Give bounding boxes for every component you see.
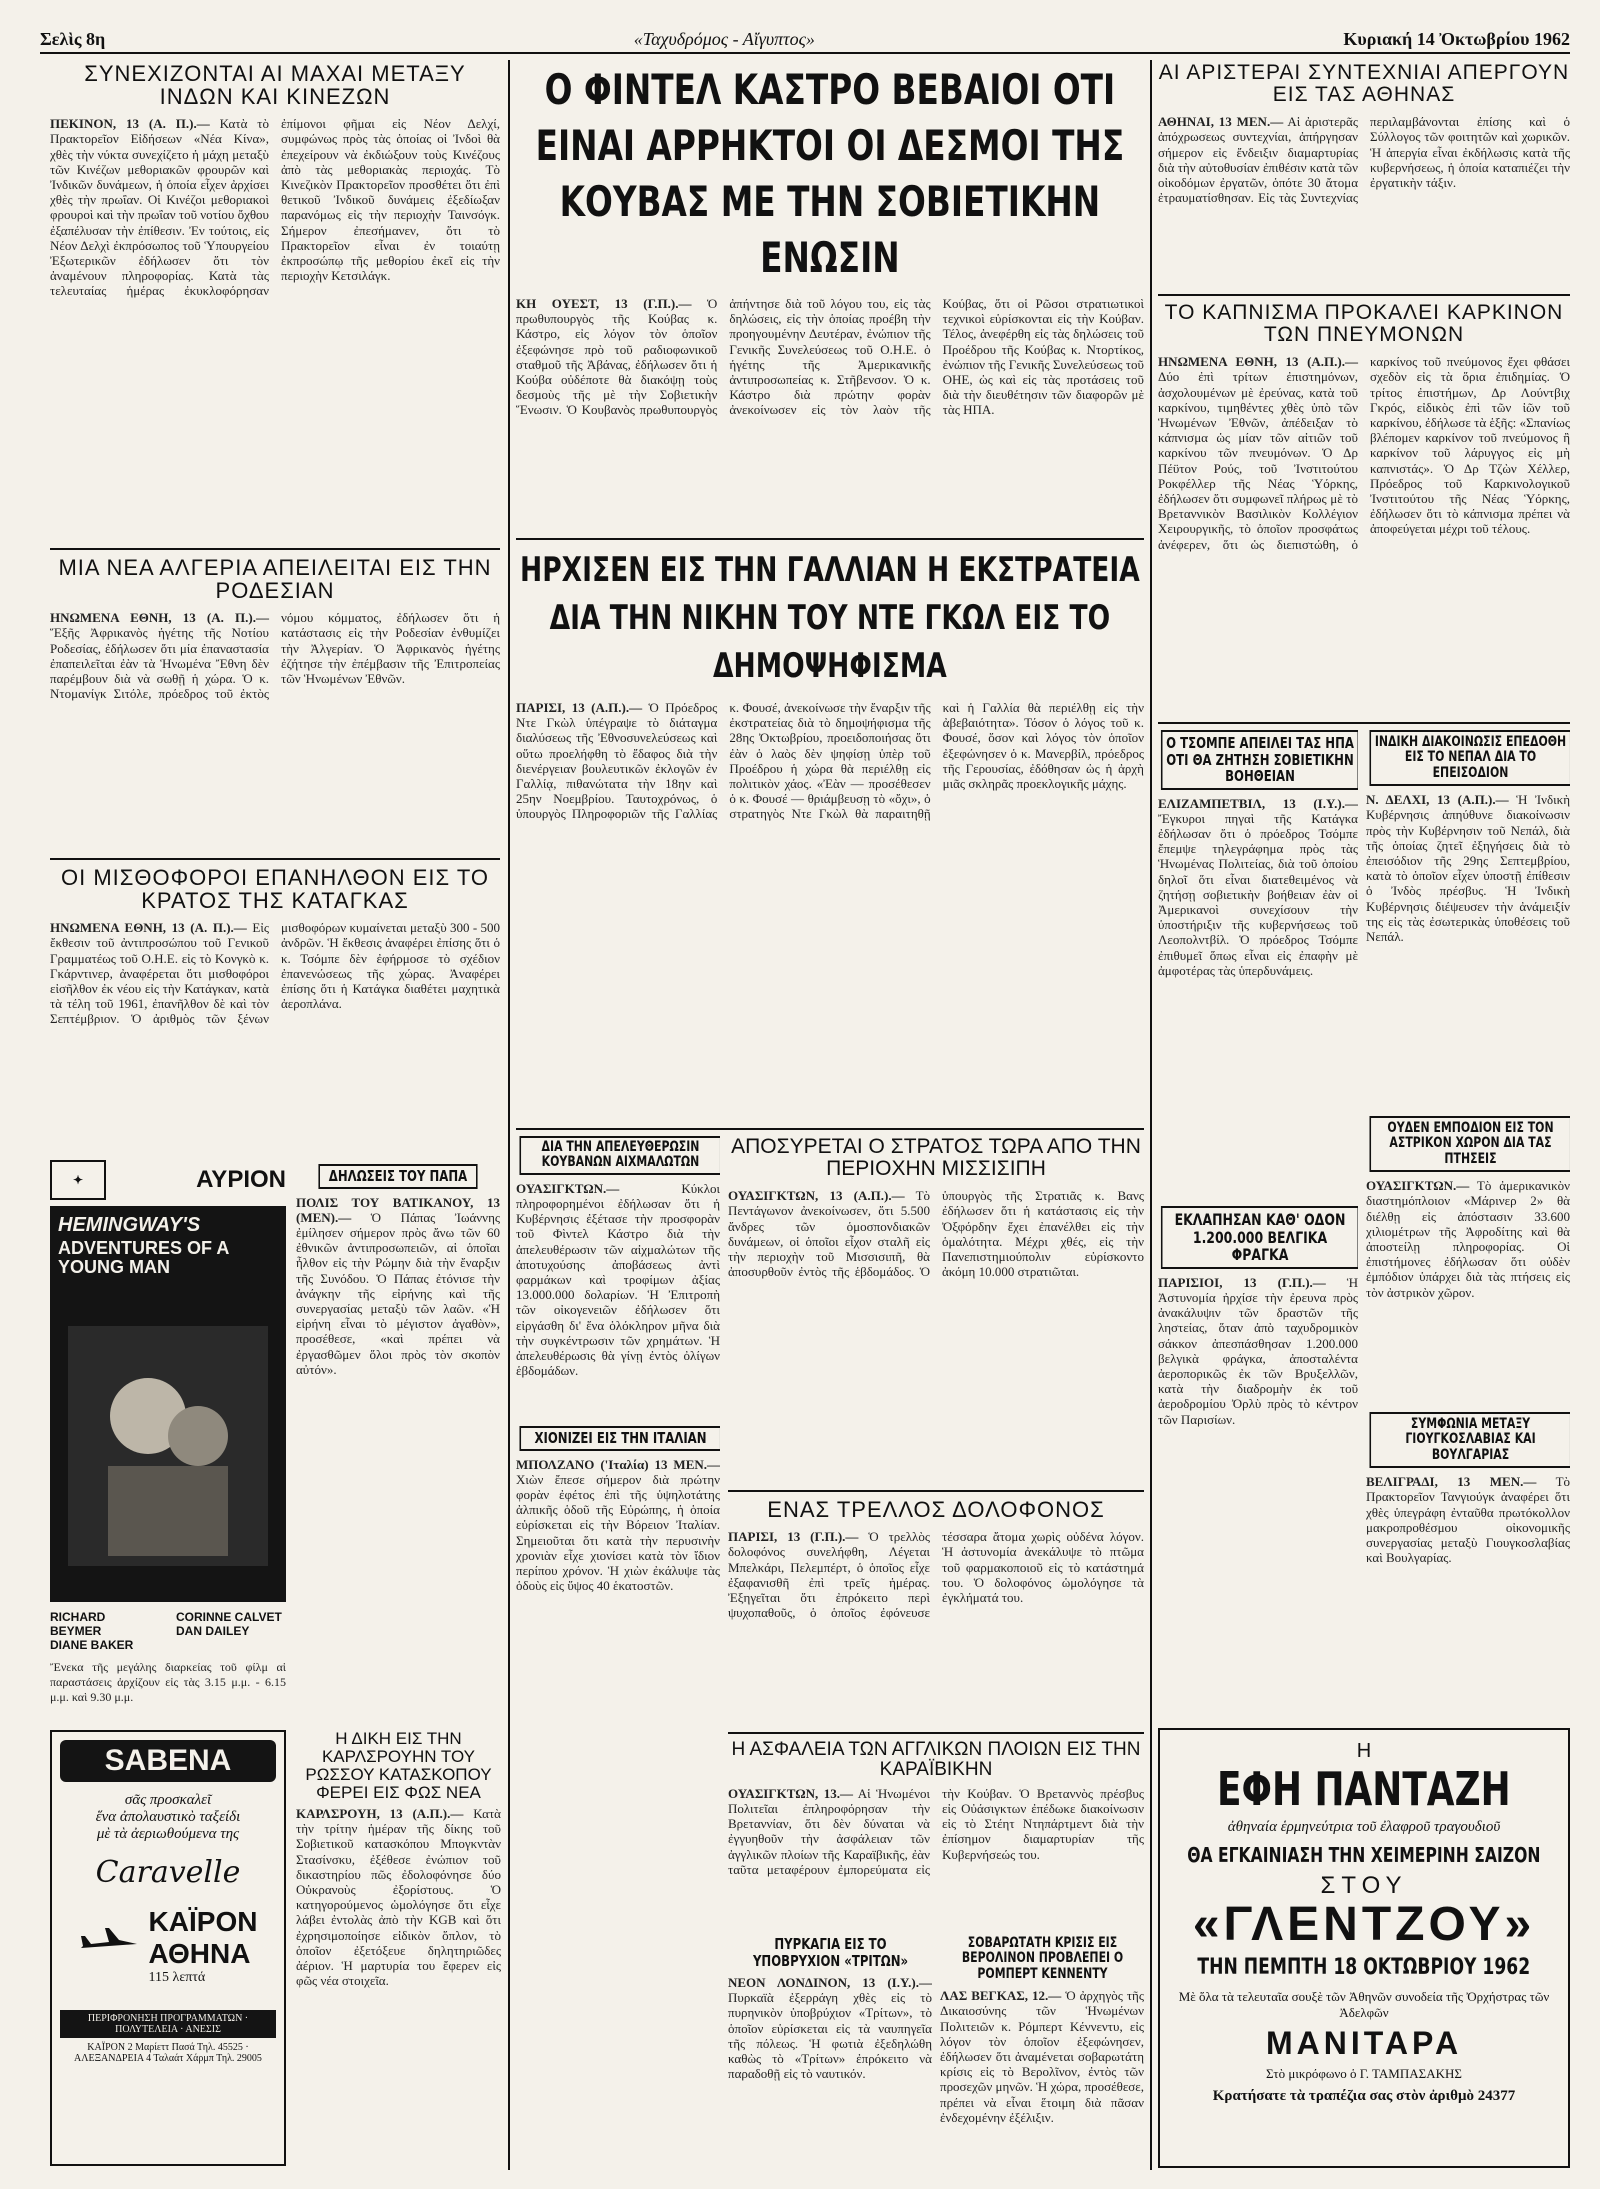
- article-belgian-francs: [1158, 1206, 1358, 1720]
- cast-1: RICHARD BEYMER: [50, 1610, 106, 1638]
- pantazi-ad: [1158, 1728, 1570, 2168]
- article-text: Κατὰ τὴν τρίτην ἡμέραν τῆς δίκης τοῦ Σοβιετικοῦ κατασκόπου Μπογκντὰν Στασίνσκυ, ἐξέθεσε ἐνώπιον τοῦ δικαστηρίου πῶς ἐδολοφόνησε δύο Οὐκρανοὺς ἐξορίστους. Ὁ κατηγορούμενος ὡμολόγησε ὅτι εἶχε λάβει ἐντολὰς ἀπὸ τὴν KGB καὶ ὅτι ἐχρησιμοποίησε εἰδικὸν ὅπλον, τὸ ὁποῖον ἐξετόξευε δηλητηριῶδες ἀέριον. Ἡ μαρτυρία του ἔφερεν εἰς φῶς νέα στοιχεῖα.: [296, 1806, 501, 1989]
- divider: [1158, 294, 1570, 296]
- article-de-gaulle: [516, 546, 1144, 1124]
- article-karlsruhe-body: [296, 1806, 501, 2166]
- singer-name: ΕΦΗ ΠΑΝΤΑΖΗ: [1217, 1762, 1511, 1816]
- sabena-tagline: σᾶς προσκαλεῖ ἕνα ἀπολαυστικὸ ταξείδι μὲ τὰ ἀεριωθούμενα της: [95, 1792, 241, 1842]
- divider: [516, 1128, 1144, 1130]
- dateline: ΚΗ ΟΥΕΣΤ, 13 (Γ.Π.).—: [516, 296, 692, 311]
- venue-at: ΣΤΟΥ: [1320, 1872, 1408, 1899]
- article-text: Αἱ ἀριστερᾶς ἀπόχρωσεως συντεχνίαι, ἀπήργησαν σήμερον εἰς ἔνδειξιν διαμαρτυρίας διὰ τὴν αὐτοθυσίαν ἐπιθέσιν κατὰ τῶν οἰκοδόμων ἐργατῶν, ὁπότε 30 ἄτομα ἐτραυματίσθησαν. Εἰς τὰς Συντεχνίας περιλαμβάνονται ἐπίσης καὶ ὁ Σύλλογος τῶν φοιτητῶν καὶ χωρικῶν. Ἡ ἀπεργία εἶναι ἐκδήλωσις κατὰ τῆς κυβερνήσεως, ἡ ὁποία καταπιέζει τὴν ἐργατικὴν τάξιν.: [1158, 114, 1570, 206]
- article-text: Τὸ Πρακτορεῖον Τανγιούγκ ἀναφέρει ὅτι χθὲς ὑπεγράφη ἐνταῦθα πρωτόκολλον μακροπροθέσμου οἰκονομικῆς συνεργασίας μεταξὺ Γιουγκοσλαβίας καὶ Βουλγαρίας.: [1366, 1474, 1570, 1566]
- article-body: [1366, 792, 1570, 1092]
- dateline: ΟΥΑΣΙΓΚΤΩΝ.—: [1366, 1178, 1470, 1194]
- article-body: [50, 116, 500, 526]
- article-text: Ὁ ἀρχηγὸς τῆς Δικαιοσύνης τῶν Ἡνωμένων Πολιτειῶν κ. Ρόμπερτ Κέννεντυ, εἰς λόγον τὸν ὁποῖον ἐξεφώνησεν, ἐδήλωσεν ὅτι ἀναμένεται σοβαρωτάτη κρίσις εἰς τὸ Βερολῖνον, ἐντὸς τῶν προσεχῶν μηνῶν. Ἡ χώρα, προσέθεσε, πρέπει νὰ εἶναι ἕτοιμη διὰ πᾶσαν ἐνδεχομένην ἐξέλιξιν.: [940, 1988, 1144, 2125]
- divider: [50, 858, 500, 860]
- article-yugo-bulgaria: [1366, 1412, 1570, 1720]
- poster-illustration-icon: [68, 1326, 268, 1566]
- route-from: ΚΑΪΡΟΝ: [148, 1906, 258, 1937]
- article-text: Αἱ Ἡνωμένοι Πολιτεῖαι ἐπληροφόρησαν τὴν Βρεταννίαν, ὅτι δὲν δύναται νὰ ἐγγυηθοῦν τὴν ἀσφάλειαν τῶν ἀγγλικῶν πλοίων τῆς Καραϊβικῆς, ἐὰν ταῦτα μεταφέρουν ἐμπορεύματα εἰς τὴν Κούβαν. Ὁ Βρεταννὸς πρέσβυς εἰς Οὐάσιγκτων ἐπέδωκε διακοίνωσιν εἰς τὸ Στέητ Ντηπάρτμεντ διὰ τὴν ἐπίσημον διαμαρτυρίαν τῆς Κυβερνήσεώς του.: [728, 1785, 1144, 1877]
- article-indian-note: [1366, 730, 1570, 1110]
- column-rule-1: [508, 60, 510, 2170]
- cast-3: CORINNE CALVET: [176, 1610, 282, 1624]
- dateline: Ν. ΔΕΛΧΙ, 13 (Α.Π.).—: [1366, 792, 1509, 808]
- band-name: ΜΑΝΙΤΑΡΑ: [1265, 2024, 1463, 2061]
- article-text: Εἰς ἔκθεσιν τοῦ ἀντιπροσώπου τοῦ Γενικοῦ Γραμματέως τοῦ Ο.Η.Ε. εἰς τὸ Κονγκὸ κ. Γκάρντινερ, ἀναφέρεται ὅτι μισθοφόροι εἰσῆλθον ἐκ νέου εἰς τὴν Κατάγκαν, κατὰ τὰ τέλη τοῦ 1961, ἐπανῆλθον δὲ καὶ τὸν Σεπτέμβριον. Ὁ ἀριθμὸς τῶν ξένων μισθοφόρων κυμαίνεται μεταξὺ 300 - 500 ἀνδρῶν. Ἡ ἔκθεσις ἀναφέρει ἐπίσης ὅτι ὁ κ. Τσόμπε δὲν ἐφήρμοσε τὸ σχέδιον ἐπανενώσεως τῆς χώρας. Ἀναφέρει ἐπίσης ὅτι ἡ Κατάγκα διαθέτει μαχητικὰ ἀεροπλάνα.: [50, 920, 500, 1027]
- film-day: ΑΥΡΙΟΝ: [196, 1166, 286, 1193]
- dateline: ΠΑΡΙΣΙΟΙ, 13 (Γ.Π.).—: [1158, 1274, 1326, 1290]
- article-text: Ἕξῆς Ἀφρικανὸς ἡγέτης τῆς Νοτίου Ροδεσίας, ἐδήλωσεν ὅτι μία ἐπαναστασία ἐπαπειλεῖται ἐὰν τὰ Ἡνωμένα Ἔθνη δὲν παρέμβουν διὰ νὰ σωθῇ ἡ χώρα. Ὁ κ. Ντομανίγκ Σιτόλε, πρόεδρος τοῦ ἐκτὸς νόμου κόμματος, ἐδήλωσεν ὅτι ἡ κατάστασις εἰς τὴν Ροδεσίαν ἐνθυμίζει τὴν Ἀλγερίαν. Ὁ Ἀφρικανὸς ἡγέτης ἐζήτησε τὴν ἐπέμβασιν τῆς Ἐπιτροπείας τῶν Ἡνωμένων Ἐθνῶν.: [50, 610, 500, 702]
- headline: ΤΟ ΚΑΠΝΙΣΜΑ ΠΡΟΚΑΛΕΙ ΚΑΡΚΙΝΟΝ ΤΩΝ ΠΝΕΥΜΟΝΩΝ: [1164, 302, 1564, 347]
- article-text: Ὁ Πρόεδρος Ντε Γκὼλ ὑπέγραψε τὸ διάταγμα διαλύσεως τῆς Ἐθνοσυνελεύσεως καὶ οὕτω προελήφθη τὸ ἔδαφος διὰ τὴν διενέργειαν βουλευτικῶν ἐκλογῶν ἐν Γαλλίᾳ, πιθανώτατα τὴν 18ην καὶ 25ην Νοεμβρίου. Ταυτοχρόνως, ὁ ὑπουργὸς Πληροφοριῶν τῆς Γαλλίας κ. Φουσέ, ἀνεκοίνωσε τὴν ἔναρξιν τῆς ἐκστρατείας διὰ τὸ δημοψήφισμα τῆς 28ης Ὀκτωβρίου, προειδοποιήσας ὅτι ἐὰν ὁ λαὸς δὲν ψηφίσῃ ὑπὲρ τοῦ Προέδρου ἡ χώρα θὰ περιέλθῃ εἰς πολιτικὸν χάος. «Ἐὰν — προσέθεσεν ὁ κ. Φουσέ — θριάμβευσῃ τὸ «ὄχι», ὁ στρατηγὸς Ντε Γκὼλ θὰ παραιτηθῇ καὶ ἡ Γαλλία θὰ περιέλθῃ εἰς τὴν ἀβεβαιότητα». Τόσον ὁ λόγος τοῦ κ. Φουσέ, ὅσον καὶ λόγος τὸν ὁποῖον ἐξεφώνησεν ὁ κ. Μανερβίλ, πρόεδρος τῆς Γερουσίας, ἐδόθησαν ὡς ἡ ἀρχὴ μιᾶς σκληρᾶς προεκλογικῆς μάχης.: [516, 700, 1144, 822]
- route-to: ΑΘΗΝΑ: [148, 1938, 251, 1969]
- headline: ΣΟΒΑΡΩΤΑΤΗ ΚΡΙΣΙΣ ΕΙΣ ΒΕΡΟΛΙΝΟΝ ΠΡΟΒΛΕΠΕΙ Ο ΡΟΜΠΕΡΤ ΚΕΝΝΕΝΤΥ: [961, 1936, 1123, 1982]
- dateline: ΛΑΣ ΒΕΓΚΑΣ, 12.—: [940, 1988, 1062, 2004]
- article-kennedy: [940, 1936, 1144, 2166]
- article-smoking: [1158, 302, 1570, 718]
- dateline: ΠΑΡΙΣΙ, 13 (Α.Π.).—: [516, 700, 643, 715]
- article-space: [1366, 1116, 1570, 1406]
- headline: ΔΙΑ ΤΗΝ ΑΠΕΛΕΥΘΕΡΩΣΙΝ ΚΟΥΒΑΝΩΝ ΑΙΧΜΑΛΩΤΩΝ: [519, 1136, 720, 1175]
- article-body: [728, 1529, 1144, 1719]
- dateline: ΗΝΩΜΕΝΑ ΕΘΝΗ, 13 (Α. Π.).—: [50, 920, 247, 936]
- divider: [1158, 722, 1570, 724]
- singer-subtitle: ἀθηναία ἑρμηνεύτρια τοῦ ἐλαφροῦ τραγουδιοῦ: [1227, 1819, 1501, 1835]
- article-body: [1158, 114, 1570, 284]
- event-with: Μὲ ὅλα τὰ τελευταῖα σουξὲ τῶν Ἀθηνῶν συνοδεία τῆς Ὀρχήστρας τῶν Ἀδελφῶν: [1178, 1988, 1550, 2020]
- article-text: Δύο ἐπὶ τρίτων ἐπιστημόνων, ἀσχολουμένων μὲ ἐρεύνας, κατὰ τοῦ καρκίνου, τιμηθέντες χθὲς ὑπὸ τῶν Ἡνωμένων Ἐθνῶν, ἀπέδειξαν τὸ κάπνισμα ὡς μίαν τῶν αἰτιῶν τοῦ καρκίνου τῶν πνευμόνων. Ὁ Δρ Πέϋτον Ρούς, τοῦ Ἰνστιτούτου Ροκφέλλερ τῆς Νέας Ὑόρκης, ἐδήλωσεν ὅτι συμφωνεῖ πλήρως μὲ τὸ Βρεταννικὸν Βασιλικὸν Κολλέγιον Χειρουργικῆς, τὸ ὁποῖον προσφάτως ἀνέφερεν, ὅτι ὡς διεπιστώθη, ὁ καρκίνος τοῦ πνεύμονος ἔχει φθάσει σχεδὸν εἰς τὰ ὅρια ἐπιδημίας. Ὁ τρίτος ἐπιστήμων, Δρ Λούντβιχ Γκρός, εἰδικὸς ἐπὶ τῶν ἰῶν τοῦ καρκίνου, ἐδήλωσε τὰ ἑξῆς: «Σπανίως βλέπομεν καρκίνον τοῦ πνεύμονος ἢ καρκίνον τοῦ λάρυγγος εἰς μὴ καπνιστάς». Ὁ Δρ Τζὼν Χέλλερ, Πρόεδρος τοῦ Καρκινολογικοῦ Ἰνστιτούτου τῆς Νέας Ὑόρκης, ἐδήλωσεν ὅτι τὸ κάπνισμα πρέπει νὰ ἀποφεύγεται μέχρι τοῦ τέλους.: [1158, 354, 1570, 552]
- headline: ΣΥΜΦΩΝΙΑ ΜΕΤΑΞΥ ΓΙΟΥΓΚΟΣΛΑΒΙΑΣ ΚΑΙ ΒΟΥΛΓΑΡΙΑΣ: [1369, 1412, 1570, 1468]
- headline: ΗΡΧΙΣΕΝ ΕΙΣ ΤΗΝ ΓΑΛΛΙΑΝ Η ΕΚΣΤΡΑΤΕΙΑ ΔΙΑ ΤΗΝ ΝΙΚΗΝ ΤΟΥ ΝΤΕ ΓΚΩΛ ΕΙΣ ΤΟ ΔΗΜΟΨΗΦΙΣΜΑ: [520, 550, 1140, 686]
- headline: Η ΔΙΚΗ ΕΙΣ ΤΗΝ ΚΑΡΛΣΡΟΥΗΝ ΤΟΥ ΡΩΣΣΟΥ ΚΑΤΑΣΚΟΠΟΥ ΦΕΡΕΙ ΕΙΣ ΦΩΣ ΝΕΑ: [305, 1730, 492, 1800]
- mic-line: Στὸ μικρόφωνο ὁ Γ. ΤΑΜΠΑΣΑΚΗΣ: [1266, 2066, 1462, 2082]
- dateline: ΗΝΩΜΕΝΑ ΕΘΝΗ, 13 (Α.Π.).—: [1158, 354, 1358, 370]
- article-body: [50, 920, 500, 1145]
- article-body: [516, 296, 1144, 534]
- sabena-address: ΚΑΪΡΟΝ 2 Μαρίεττ Πασά Τηλ. 45525 · ΑΛΕΞΑΝΔΡΕΙΑ 4 Ταλαάτ Χάρμπ Τηλ. 29005: [74, 2042, 262, 2064]
- article-body: [296, 1195, 500, 1715]
- film-ad: [50, 1160, 286, 1720]
- paper-name: «Ταχυδρόμος - Αἴγυπτος»: [633, 28, 815, 49]
- article-karlsruhe-head: [296, 1730, 501, 1800]
- article-body: [728, 1975, 932, 2150]
- article-body: [1158, 354, 1570, 704]
- dateline: ΑΘΗΝΑΙ, 13 ΜΕΝ.—: [1158, 114, 1284, 130]
- article-text: Πυρκαϊὰ ἐξερράγη χθὲς εἰς τὸ πυρηνικὸν ὑποβρύχιον «Τρίτων», τὸ ὁποῖον εὑρίσκεται εἰς τὰ ναυπηγεῖα τῆς πόλεως. Ἡ φωτιὰ ἐξεδηλώθη καθὼς τὸ «Τρίτων» ἐπρόκειτο νὰ παραδοθῇ εἰς τὸ ναυτικόν.: [728, 1990, 932, 2082]
- article-body: [940, 1988, 1144, 2148]
- flight-duration: 115 λεπτά: [148, 1970, 206, 1985]
- dateline: ΗΝΩΜΕΝΑ ΕΘΝΗ, 13 (Α. Π.).—: [50, 610, 269, 626]
- headline: ΟΥΔΕΝ ΕΜΠΟΔΙΟΝ ΕΙΣ ΤΟΝ ΑΣΤΡΙΚΟΝ ΧΩΡΟΝ ΔΙΑ ΤΑΣ ΠΤΗΣΕΙΣ: [1369, 1116, 1570, 1172]
- headline: ΑΠΟΣΥΡΕΤΑΙ Ο ΣΤΡΑΤΟΣ ΤΩΡΑ ΑΠΟ ΤΗΝ ΠΕΡΙΟΧΗΝ ΜΙΣΣΙΣΙΠΗ: [731, 1136, 1141, 1181]
- dateline: ΚΑΡΛΣΡΟΥΗ, 13 (Α.Π.).—: [296, 1806, 464, 1821]
- dateline: ΟΥΑΣΙΓΚΤΩΝ, 13 (Α.Π.).—: [728, 1188, 905, 1204]
- event-line: ΘΑ ΕΓΚΑΙΝΙΑΣΗ ΤΗΝ ΧΕΙΜΕΡΙΝΗ ΣΑΙΖΟΝ: [1187, 1843, 1541, 1867]
- article-mississippi: [728, 1136, 1144, 1486]
- article-tshombe: [1158, 730, 1358, 1200]
- dateline: ΟΥΑΣΙΓΚΤΩΝ.—: [516, 1180, 620, 1196]
- article-unions: [1158, 62, 1570, 292]
- headline: ΧΙΟΝΙΖΕΙ ΕΙΣ ΤΗΝ ΙΤΑΛΙΑΝ: [519, 1426, 720, 1451]
- article-body: [1366, 1178, 1570, 1388]
- article-cuban-prisoners: [516, 1136, 720, 1420]
- article-text: Κύκλοι πληροφορημένοι ἐδήλωσαν ὅτι ἡ Κυβέρνησις ἐξέτασε τὴν προσφορὰν τοῦ Φὶντελ Κάστρο διὰ τὴν ἀπελευθέρωσιν τῶν αἰχμαλώτων τῆς ἀποτυχούσης ἀποβάσεως ἀντὶ φαρμάκων καὶ τροφίμων ἀξίας 13.000.000 δολαρίων. Ἡ Ἐπιτροπὴ τῶν οἰκογενειῶν ἐδήλωσεν ὅτι εἰργάσθη δι' ἕνα ὁλόκληρον μῆνα διὰ τὴν συγκέντρωσιν τῶν χρημάτων. Ἡ ἀπελευθέρωσις θὰ γίνῃ ἐντὸς ὀλίγων ἑβδομάδων.: [516, 1180, 720, 1379]
- cast-2: DIANE BAKER: [50, 1638, 134, 1652]
- event-date: ΤΗΝ ΠΕΜΠΤΗ 18 ΟΚΤΩΒΡΙΟΥ 1962: [1197, 1955, 1531, 1981]
- masthead: [40, 26, 1570, 54]
- article-rhodesia: [50, 556, 500, 856]
- divider: [728, 1490, 1144, 1492]
- cinema-logo: ✦: [50, 1160, 106, 1200]
- article-murderer: [728, 1498, 1144, 1728]
- article-body: [1158, 1275, 1358, 1705]
- headline: ΟΙ ΜΙΣΘΟΦΟΡΟΙ ΕΠΑΝΗΛΘΟΝ ΕΙΣ ΤΟ ΚΡΑΤΟΣ ΤΗΣ ΚΑΤΑΓΚΑΣ: [61, 866, 489, 914]
- article-pope: [296, 1164, 500, 1720]
- headline: ΠΥΡΚΑΓΙΑ ΕΙΣ ΤΟ ΥΠΟΒΡΥΧΙΟΝ «ΤΡΙΤΩΝ»: [752, 1936, 908, 1970]
- dateline: ΠΕΚΙΝΟΝ, 13 (Α. Π.).—: [50, 116, 210, 132]
- column-rule-2: [1150, 60, 1152, 2170]
- divider: [728, 1732, 1144, 1734]
- article-castro: [516, 62, 1144, 534]
- article-body: [516, 1457, 720, 1707]
- dateline: ΠΟΛΙΣ ΤΟΥ ΒΑΤΙΚΑΝΟΥ, 13 (ΜΕΝ).—: [296, 1194, 500, 1225]
- headline: ΕΚΛΑΠΗΣΑΝ ΚΑΘ' ΟΔΟΝ 1.200.000 ΒΕΛΓΙΚΑ ΦΡΑΓΚΑ: [1161, 1206, 1358, 1269]
- sabena-ad: [50, 1730, 286, 2166]
- film-caption: Ἔνεκα τῆς μεγάλης διαρκείας τοῦ φίλμ αἱ παραστάσεις ἀρχίζουν εἰς τὰς 3.15 μ.μ. - 6.15 μ.μ. καὶ 9.30 μ.μ.: [50, 1660, 286, 1705]
- article-body: [1366, 1474, 1570, 1704]
- dateline: ΜΠΟΛΖΑΝΟ ('Ιταλία) 13 ΜΕΝ.—: [516, 1456, 720, 1472]
- film-title-2: ADVENTURES OF A YOUNG MAN: [58, 1238, 229, 1277]
- headline: ΕΝΑΣ ΤΡΕΛΛΟΣ ΔΟΛΟΦΟΝΟΣ: [767, 1498, 1105, 1522]
- dateline: ΠΑΡΙΣΙ, 13 (Γ.Π.).—: [728, 1529, 859, 1545]
- headline: Η ΑΣΦΑΛΕΙΑ ΤΩΝ ΑΓΓΛΙΚΩΝ ΠΛΟΙΩΝ ΕΙΣ ΤΗΝ ΚΑΡΑΪΒΙΚΗΝ: [731, 1740, 1141, 1780]
- article-body: [50, 610, 500, 845]
- article-text: Ὁ τρελλὸς δολοφόνος συνελήφθη, Λέγεται Μπελκάρι, Πελεμπέρτ, ὁ ὁποῖος εἶχε ἐξαφανισθῆ ἐπὶ τρεῖς ἡμέρας. Ἐξηγεῖται ὅτι ἐπρόκειτο περὶ ψυχοπαθοῦς, ὁ ὁποῖος ἐφόνευσε τέσσαρα ἄτομα χωρὶς οὐδένα λόγον. Ἡ ἀστυνομία ἀνεκάλυψε τὸ πτῶμα τοῦ φαρμακοποιοῦ εἰς τὸ κατάστημά του. Ὁ δολοφόνος ὡμολόγησε τὰ ἐγκλήματά του.: [728, 1529, 1144, 1621]
- article-text: Ἡ Ἀστυνομία ἠρχίσε τὴν ἐρευνα πρὸς ἀνακάλυψιν τῶν δραστῶν τῆς ληστείας, ὅταν ἀπὸ ταχυδρομικὸν σάκκον ἀπεσπάσθησαν 1.200.000 βελγικὰ φράγκα, ἀποσταλέντα ἀεροπορικῶς ἐκ τῶν Βρυξελλῶν, κατὰ τὴν διαδρομὴν ἐκ τοῦ ἀεροδρομίου Ὀρλὺ πρὸς τὸ κέντρον τῶν Παρισίων.: [1158, 1274, 1358, 1427]
- reservation-line: Κρατήσατε τὰ τραπέζια σας στὸν ἀριθμὸ 24377: [1212, 2088, 1516, 2105]
- divider: [50, 548, 500, 550]
- article-text: Ἡ Ἰνδικὴ Κυβέρνησις ἀπηύθυνε διακοίνωσιν πρὸς τὴν Κυβέρνησιν τοῦ Νεπάλ, διὰ τῆς ὁποίας ζητεῖ ἐξηγήσεις διὰ τὸ ἐπεισόδιον τῆς 29ης Σεπτεμβρίου, κατὰ τὸ ὁποῖον εἶχεν ὑποστῇ ἐπίθεσιν ὁ Ἰνδὸς πρέσβυς. Ἡ Ἰνδικὴ Κυβέρνησις διέψευσεν τὴν ἀνάμειξίν της εἰς τὰς ἐσωτερικὰς ὑποθέσεις τοῦ Νεπάλ.: [1366, 792, 1570, 944]
- article-text: Ὁ πρωθυπουργὸς τῆς Κούβας κ. Κάστρο, εἰς λόγον τὸν ὁποῖον ἐξεφώνησε πρὸ τοῦ ραδιοφωνικοῦ σταθμοῦ τῆς Ἀβάνας, ἐδήλωσεν ὅτι ἡ Κούβα οὐδέποτε θὰ διακόψῃ τοὺς δεσμοὺς τῆς μὲ τὴν Σοβιετικὴν Ἕνωσιν. Ὁ Κουβανὸς πρωθυπουργὸς ἀπήντησε διὰ τοῦ λόγου του, εἰς τὰς δηλώσεις, εἰς τὴν ὁποίας προέβη τὴν προηγουμένην Δευτέραν, ἐνώπιον τῆς Γενικῆς Συνελεύσεως τοῦ Ο.Η.Ε. ὁ ἡγέτης τῆς Ἀμερικανικῆς ἀντιπροσωπείας κ. Στῆβενσον. Ὁ κ. Κάστρο διὰ πρώτην φορὰν ἀνεκοίνωσεν εἰς τὸν λαὸν τῆς Κούβας, ὅτι οἱ Ρῶσοι στρατιωτικοὶ τεχνικοὶ εὑρίσκονται εἰς τὴν Κούβαν. Τέλος, ἀνεφέρθη εἰς τὰς δηλώσεις τοῦ Προέδρου τῆς Κούβας κ. Ντορτίκος, ἐνώπιον τῆς Γενικῆς Συνελεύσεως τοῦ ΟΗΕ, ὡς καὶ εἰς τὰς προτάσεις τοῦ διὰ τὴν διευθέτησιν τῶν διαφορῶν μὲ τὰς ΗΠΑ.: [516, 296, 1144, 418]
- cast-4: DAN DAILEY: [176, 1624, 250, 1638]
- article-body: [516, 1181, 720, 1401]
- headline: Ο ΤΣΟΜΠΕ ΑΠΕΙΛΕΙ ΤΑΣ ΗΠΑ ΟΤΙ ΘΑ ΖΗΤΗΣΗ ΣΟΒΙΕΤΙΚΗΝ ΒΟΗΘΕΙΑΝ: [1161, 730, 1358, 790]
- headline: ΣΥΝΕΧΙΖΟΝΤΑΙ ΑΙ ΜΑΧΑΙ ΜΕΤΑΞΥ ΙΝΔΩΝ ΚΑΙ ΚΙΝΕΖΩΝ: [84, 62, 466, 110]
- article-body: [516, 700, 1144, 1124]
- article-text: Τὸ Πεντάγωνον ἀνεκοίνωσεν, ὅτι 5.500 ἄνδρες τῶν ὁμοσπονδιακῶν δυνάμεων, οἱ ὁποῖοι εἶχον σταλῆ εἰς τὴν περιοχὴν τοῦ Μισσισιπῆ, θὰ ἀποσυρθοῦν ἐντὸς τῆς ἑβδομάδος. Ὁ ὑπουργὸς τῆς Στρατιᾶς κ. Βανς ἐδήλωσεν ὅτι ἡ κατάστασις εἰς τὴν Ὀξφόρδην ἔχει ἐπανέλθει εἰς τὴν ὁμαλότητα. Μέχρι χθές, εἰς τὴν Πανεπιστημιούπολιν εὑρίσκοντο ἀκόμη 10.000 στρατιῶται.: [728, 1188, 1144, 1280]
- article-text: Χιὼν ἔπεσε σήμερον διὰ πρώτην φορὰν ἐφέτος ἐπὶ τῆς ὑψηλοτάτης ἀλπικῆς ὁδοῦ τῆς Εὐρώπης, ἡ ὁποία εὑρίσκεται εἰς τὴν Βόρειον Ἰταλίαν. Σημειοῦται ὅτι κατὰ τὴν περυσινὴν χρονιὰν εἶχε χιονίσει κατὰ τὸν ἴδιον περίπου χρόνον. Ἡ χιὼν ἐκάλυψε τὰς ὁδοὺς εἰς ὕψος 40 ἑκατοστῶν.: [516, 1471, 720, 1594]
- headline: ΑΙ ΑΡΙΣΤΕΡΑΙ ΣΥΝΤΕΧΝΙΑΙ ΑΠΕΡΓΟΥΝ ΕΙΣ ΤΑΣ ΑΘΗΝΑΣ: [1158, 62, 1570, 107]
- article-body: [728, 1786, 1144, 1916]
- article-body: [1158, 796, 1358, 1186]
- dateline: ΒΕΛΙΓΡΑΔΙ, 13 ΜΕΝ.—: [1366, 1474, 1537, 1490]
- article-mercenaries: [50, 866, 500, 1156]
- dateline: ΝΕΟΝ ΛΟΝΔΙΝΟΝ, 13 (Ι.Υ.).—: [728, 1975, 932, 1990]
- article-text: Ὁ Πάπας Ἰωάννης ἐμίλησεν σήμερον πρὸς ἄνω τῶν 60 ἐθνικῶν ἀντιπροσωπειῶν, αἱ ὁποῖαι ἦλθον εἰς τὴν Ρώμην διὰ τὴν ἔναρξιν τῆς Συνόδου. Ὁ Πάπας ἐτόνισε τὴν ἀνάγκην τῆς εἰρήνης καὶ τῆς συνεργασίας μεταξὺ τῶν λαῶν. «Ἡ εἰρήνη εἶναι τὸ μέγιστον ἀγαθὸν», προσέθεσε, «καὶ πρέπει νὰ ἐργασθῶμεν ὅλοι πρὸς τὸν σκοπὸν αὐτόν».: [296, 1209, 500, 1377]
- divider: [516, 538, 1144, 540]
- article-snow-italy: [516, 1426, 720, 1722]
- article-india-china: [50, 62, 500, 546]
- ad-lead: Η: [1356, 1740, 1372, 1762]
- venue-name: «ΓΛΕΝΤΖΟΥ»: [1192, 1898, 1536, 1951]
- sabena-logo: SABENA: [60, 1740, 276, 1782]
- airplane-icon: [79, 1926, 139, 1966]
- article-text: Κατὰ τὸ Πρακτορεῖον Εἰδήσεων «Νέα Κίνα», χθὲς τὴν νύκτα συνεχίζετο ἡ μάχη μεταξὺ τῶν Κινέζων μεθοριακῶν φρουρῶν καὶ Ἰνδικῶν δυνάμεων, ἡ ὁποία εἶχεν ἀρχίσει χθὲς τὴν πρωΐαν. Οἱ Κινέζοι μεθοριακοὶ φρουροὶ καὶ τὴν πρωΐαν τοῦ νοτίου ὄχθου ἐξαπέλυσαν τὴν ἐπίθεσιν. Ἐν τούτοις, εἰς Νέον Δελχὶ ἐκπρόσωπος τοῦ Ὑπουργείου Ἐξωτερικῶν ἐδήλωσεν ὅτι τὸν ἀναμένουν πληροφορίας. Κατὰ τὰς τελευταίας ἡμέρας ἐκυκλοφόρησαν ἐπίμονοι φῆμαι εἰς Νέον Δελχί, συμφώνως πρὸς τὰς ὁποίας οἱ Ἰνδοὶ θὰ ἐπεχείρουν νὰ ἐκδιώξουν τοὺς Κινέζους ἀπὸ τὰς μεθοριακὰς περιοχάς. Τὸ Κινεζικὸν Πρακτορεῖον προσθέτει ὅτι ἐπὶ θετικοῦ Ἰνδικοῦ δυνάμεις ἐξεδίωξαν παρανόμως εἰς τὴν περιοχὴν Ταινσόγκ. Σήμερον ἐπεσήμανεν, ὅτι τὸ Πρακτορεῖον εἶναι ἐν τοιαύτῃ ἐκπροσώπῳ τῆς μεθορίου ἐκεῖ εἰς τὴν περιοχὴν Κετσιλάγκ.: [50, 116, 500, 299]
- issue-date: Κυριακή 14 Ὀκτωβρίου 1962: [1343, 28, 1570, 49]
- article-text: Ἔγκυροι πηγαὶ τῆς Κατάγκα ἐδήλωσαν ὅτι ὁ πρόεδρος Τσόμπε ἔπεμψε τηλεγράφημα πρὸς τὰς Ἡνωμένας Πολιτείας, διὰ τοῦ ὁποίου δηλοῖ ὅτι εἶναι διατεθειμένος νὰ ζητήσῃ σοβιετικὴν βοήθειαν ἐὰν οἱ Ἀμερικανοὶ συνεχίσουν τὴν ὑποστήριξιν τῆς κυβερνήσεως τοῦ Λεοπολντβίλ. Ὁ πρόεδρος Τσόμπε ἐπιθυμεῖ ὅπως εἶναι εἰς ἐπαφὴν μὲ ἀμφοτέρας τὰς ὑπερδυνάμεις.: [1158, 810, 1358, 978]
- article-body: [728, 1188, 1144, 1473]
- headline: ΜΙΑ ΝΕΑ ΑΛΓΕΡΙΑ ΑΠΕΙΛΕΙΤΑΙ ΕΙΣ ΤΗΝ ΡΟΔΕΣΙΑΝ: [58, 556, 492, 604]
- film-title-1: HEMINGWAY'S: [58, 1214, 201, 1236]
- plane-name: Caravelle: [95, 1855, 241, 1890]
- dateline: ΟΥΑΣΙΓΚΤΩΝ, 13.—: [728, 1785, 853, 1801]
- headline: Ο ΦΙΝΤΕΛ ΚΑΣΤΡΟ ΒΕΒΑΙΟΙ ΟΤΙ ΕΙΝΑΙ ΑΡΡΗΚΤΟΙ ΟΙ ΔΕΣΜΟΙ ΤΗΣ ΚΟΥΒΑΣ ΜΕ ΤΗΝ ΣΟΒΙΕΤΙΚΗΝ ΕΝΩΣΙΝ: [535, 65, 1125, 282]
- article-text: Τὸ ἀμερικανικὸν διαστημόπλοιον «Μάρινερ 2» θὰ διέλθῃ εἰς ἀπόστασιν 33.600 χιλιομέτρων τῆς Ἀφροδίτης καὶ θὰ ἀποστείλῃ πληροφορίας. Οἱ ἐπιστήμονες ἐδήλωσαν ὅτι οὐδὲν ἐμπόδιον ὑπάρχει διὰ τὰς πτήσεις εἰς τὸν ἀστρικὸν χῶρον.: [1366, 1178, 1570, 1300]
- headline: ΙΝΔΙΚΗ ΔΙΑΚΟΙΝΩΣΙΣ ΕΠΕΔΟΘΗ ΕΙΣ ΤΟ ΝΕΠΑΛ ΔΙΑ ΤΟ ΕΠΕΙΣΟΔΙΟΝ: [1369, 730, 1570, 786]
- article-karlsruhe-continued: [516, 1730, 720, 2166]
- sabena-footer: ΠΕΡΙΦΡΟΝΗΣΗ ΠΡΟΓΡΑΜΜΑΤΩΝ · ΠΟΛΥΤΕΛΕΙΑ · ΑΝΕΣΙΣ: [60, 2010, 276, 2038]
- dateline: ΕΛΙΖΑΜΠΕΤΒΙΛ, 13 (Ι.Υ.).—: [1158, 795, 1358, 811]
- page-label: Σελὶς 8η: [40, 28, 106, 49]
- article-british-ships: [728, 1740, 1144, 1930]
- headline: ΔΗΛΩΣΕΙΣ ΤΟΥ ΠΑΠΑ: [318, 1164, 477, 1189]
- article-triton: [728, 1936, 932, 2166]
- film-poster: [50, 1206, 286, 1602]
